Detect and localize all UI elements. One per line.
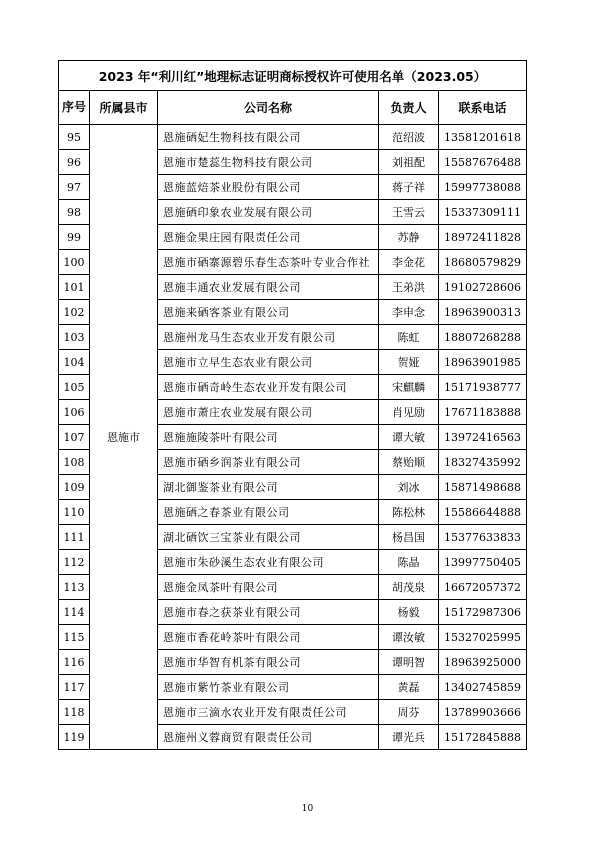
cell-phone: 18963900313 [439,300,527,325]
cell-company: 恩施丰通农业发展有限公司 [158,275,379,300]
cell-seq: 109 [59,475,90,500]
cell-phone: 19102728606 [439,275,527,300]
cell-phone: 18972411828 [439,225,527,250]
cell-person: 陈晶 [379,550,439,575]
cell-seq: 103 [59,325,90,350]
cell-seq: 100 [59,250,90,275]
cell-company: 恩施市硒奇岭生态农业开发有限公司 [158,375,379,400]
table-body [59,125,527,750]
cell-company: 湖北硒饮三宝茶业有限公司 [158,525,379,550]
cell-person: 蔡贻顺 [379,450,439,475]
cell-seq: 112 [59,550,90,575]
cell-person: 陈虹 [379,325,439,350]
cell-phone: 13581201618 [439,125,527,150]
cell-seq: 119 [59,725,90,750]
cell-phone: 13789903666 [439,700,527,725]
cell-phone: 13402745859 [439,675,527,700]
cell-person: 宋麒麟 [379,375,439,400]
cell-company: 湖北御鉴茶业有限公司 [158,475,379,500]
cell-company: 恩施市华智有机茶有限公司 [158,650,379,675]
cell-phone: 15586644888 [439,500,527,525]
cell-seq: 106 [59,400,90,425]
cell-company: 恩施州龙马生态农业开发有限公司 [158,325,379,350]
cell-seq: 107 [59,425,90,450]
cell-person: 王弟洪 [379,275,439,300]
cell-seq: 97 [59,175,90,200]
cell-seq: 108 [59,450,90,475]
cell-person: 贺娅 [379,350,439,375]
cell-person: 肖见励 [379,400,439,425]
cell-person: 陈松林 [379,500,439,525]
cell-company: 恩施来硒客茶业有限公司 [158,300,379,325]
cell-person: 周芬 [379,700,439,725]
cell-phone: 15172845888 [439,725,527,750]
cell-person: 谭光兵 [379,725,439,750]
cell-person: 刘祖配 [379,150,439,175]
cell-company: 恩施市硒乡润茶业有限公司 [158,450,379,475]
cell-person: 杨毅 [379,600,439,625]
cell-company: 恩施金凤茶叶有限公司 [158,575,379,600]
cell-company: 恩施硒印象农业发展有限公司 [158,200,379,225]
cell-person: 刘冰 [379,475,439,500]
cell-person: 谭大敏 [379,425,439,450]
cell-company: 恩施蓝焙茶业股份有限公司 [158,175,379,200]
cell-seq: 105 [59,375,90,400]
cell-phone: 17671183888 [439,400,527,425]
cell-seq: 96 [59,150,90,175]
cell-seq: 98 [59,200,90,225]
cell-phone: 18963901985 [439,350,527,375]
cell-person: 苏静 [379,225,439,250]
cell-seq: 118 [59,700,90,725]
cell-seq: 104 [59,350,90,375]
header-county: 所属县市 [90,91,158,125]
cell-company: 恩施市硒寨源碧乐春生态茶叶专业合作社 [158,250,379,275]
table-title: 2023 年“利川红”地理标志证明商标授权许可使用名单（2023.05） [59,61,527,91]
cell-phone: 18807268288 [439,325,527,350]
cell-county: 恩施市 [90,125,158,750]
cell-person: 胡茂泉 [379,575,439,600]
cell-seq: 114 [59,600,90,625]
cell-phone: 15171938777 [439,375,527,400]
cell-phone: 15377633833 [439,525,527,550]
cell-phone: 13997750405 [439,550,527,575]
cell-company: 恩施市朱砂溪生态农业有限公司 [158,550,379,575]
cell-company: 恩施市紫竹茶业有限公司 [158,675,379,700]
cell-phone: 15871498688 [439,475,527,500]
authorization-list-table [58,60,527,750]
header-company: 公司名称 [158,91,379,125]
cell-phone: 15172987306 [439,600,527,625]
cell-person: 蒋子祥 [379,175,439,200]
cell-person: 王雪云 [379,200,439,225]
cell-phone: 18680579829 [439,250,527,275]
cell-company: 恩施市春之获茶业有限公司 [158,600,379,625]
cell-seq: 113 [59,575,90,600]
table-row [59,125,527,150]
cell-person: 黄磊 [379,675,439,700]
header-person: 负责人 [379,91,439,125]
cell-seq: 101 [59,275,90,300]
title-row [59,61,527,91]
cell-seq: 102 [59,300,90,325]
cell-person: 李金花 [379,250,439,275]
cell-company: 恩施市萧庄农业发展有限公司 [158,400,379,425]
cell-person: 谭汝敏 [379,625,439,650]
cell-company: 恩施市立早生态农业有限公司 [158,350,379,375]
cell-company: 恩施市楚蕊生物科技有限公司 [158,150,379,175]
header-seq: 序号 [59,91,90,125]
cell-company: 恩施市三滴水农业开发有限责任公司 [158,700,379,725]
cell-seq: 110 [59,500,90,525]
cell-phone: 13972416563 [439,425,527,450]
cell-person: 杨昌国 [379,525,439,550]
cell-phone: 18327435992 [439,450,527,475]
cell-company: 恩施市香花岭茶叶有限公司 [158,625,379,650]
cell-phone: 15997738088 [439,175,527,200]
page-number: 10 [301,804,314,814]
cell-person: 谭明智 [379,650,439,675]
cell-seq: 99 [59,225,90,250]
cell-seq: 95 [59,125,90,150]
cell-phone: 15337309111 [439,200,527,225]
cell-seq: 115 [59,625,90,650]
cell-person: 范绍波 [379,125,439,150]
cell-phone: 15587676488 [439,150,527,175]
cell-seq: 111 [59,525,90,550]
cell-company: 恩施硒之春茶业有限公司 [158,500,379,525]
cell-company: 恩施硒妃生物科技有限公司 [158,125,379,150]
cell-seq: 116 [59,650,90,675]
cell-person: 李申念 [379,300,439,325]
cell-company: 恩施金果庄园有限责任公司 [158,225,379,250]
cell-phone: 18963925000 [439,650,527,675]
header-phone: 联系电话 [439,91,527,125]
cell-phone: 16672057372 [439,575,527,600]
cell-seq: 117 [59,675,90,700]
header-row [59,91,527,125]
cell-phone: 15327025995 [439,625,527,650]
cell-company: 恩施州义蓉商贸有限责任公司 [158,725,379,750]
cell-company: 恩施施陵茶叶有限公司 [158,425,379,450]
